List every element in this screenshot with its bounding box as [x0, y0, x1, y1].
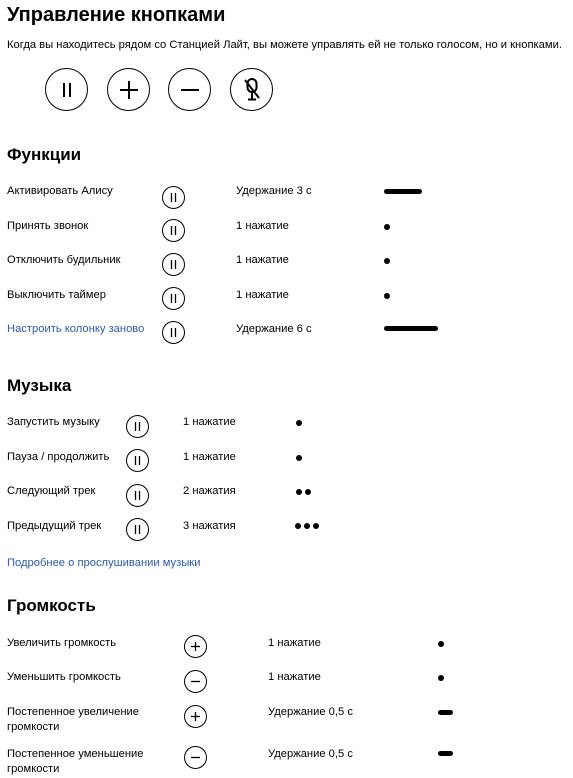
- music-button: [126, 449, 149, 472]
- press-dot: [304, 523, 310, 529]
- press-dot: [384, 293, 390, 299]
- pause-icon: [168, 192, 179, 203]
- pause-icon: [168, 293, 179, 304]
- pause-icon: [132, 524, 143, 535]
- pause-button-illustration: [45, 68, 88, 111]
- press-dot: [384, 258, 390, 264]
- volume-button: [184, 746, 207, 769]
- press-dot: [296, 489, 302, 495]
- pause-icon: [168, 259, 179, 270]
- function-action: 1 нажатие: [236, 220, 289, 232]
- pause-icon: [168, 327, 179, 338]
- function-button: [162, 287, 185, 310]
- press-dot: [384, 224, 390, 230]
- volume-action: Удержание 0,5 с: [268, 706, 353, 718]
- press-dot: [296, 455, 302, 461]
- reset-speaker-link[interactable]: Настроить колонку заново: [7, 323, 145, 335]
- plus-icon: [118, 79, 140, 101]
- function-label: Отключить будильник: [7, 254, 121, 266]
- volume-label: Уменьшить громкость: [7, 671, 121, 683]
- long-press-indicator: [384, 189, 422, 194]
- function-button: [162, 321, 185, 344]
- function-label: Принять звонок: [7, 220, 89, 232]
- music-button: [126, 484, 149, 507]
- function-label: Выключить таймер: [7, 289, 106, 301]
- page-title: Управление кнопками: [7, 4, 226, 26]
- music-button: [126, 518, 149, 541]
- press-dot: [295, 523, 301, 529]
- minus-icon: [190, 676, 201, 687]
- press-dot: [438, 641, 444, 647]
- music-label: Следующий трек: [7, 485, 96, 497]
- intro-text: Когда вы находитесь рядом со Станцией Лайт, вы можете управлять ей не только голосом, но и кнопками.: [7, 39, 562, 51]
- volume-action: 1 нажатие: [268, 671, 321, 683]
- volume-button: [184, 705, 207, 728]
- volume-heading: Громкость: [7, 596, 96, 615]
- plus-button-illustration: [107, 68, 150, 111]
- music-more-link[interactable]: Подробнее о прослушивании музыки: [7, 557, 201, 569]
- volume-action: Удержание 0,5 с: [268, 748, 353, 760]
- function-action: Удержание 6 с: [236, 323, 312, 335]
- minus-icon: [179, 79, 201, 101]
- plus-icon: [190, 641, 201, 652]
- music-label: Запустить музыку: [7, 416, 100, 428]
- function-button: [162, 186, 185, 209]
- hold-indicator: [438, 710, 453, 715]
- press-dot: [313, 523, 319, 529]
- pause-icon: [132, 455, 143, 466]
- functions-heading: Функции: [7, 145, 82, 164]
- function-action: Удержание 3 с: [236, 185, 312, 197]
- volume-label: Увеличить громкость: [7, 637, 117, 649]
- music-action: 1 нажатие: [183, 416, 236, 428]
- plus-icon: [190, 711, 201, 722]
- function-label: Активировать Алису: [7, 185, 113, 197]
- pause-icon: [57, 80, 77, 100]
- music-label: Предыдущий трек: [7, 520, 102, 532]
- function-button: [162, 253, 185, 276]
- volume-label: Постепенное увеличение громкости: [7, 706, 140, 733]
- volume-button: [184, 635, 207, 658]
- press-dot: [296, 420, 302, 426]
- music-heading: Музыка: [7, 376, 72, 395]
- pause-icon: [168, 225, 179, 236]
- music-button: [126, 415, 149, 438]
- press-dot: [438, 675, 444, 681]
- volume-label: Постепенное уменьшение громкости: [7, 748, 144, 775]
- pause-icon: [132, 490, 143, 501]
- music-action: 3 нажатия: [183, 520, 236, 532]
- function-button: [162, 219, 185, 242]
- volume-action: 1 нажатие: [268, 637, 321, 649]
- function-action: 1 нажатие: [236, 289, 289, 301]
- hold-indicator: [438, 751, 453, 756]
- volume-button: [184, 670, 207, 693]
- function-action: 1 нажатие: [236, 254, 289, 266]
- long-press-indicator: [384, 326, 438, 331]
- mic-off-button-illustration: [230, 68, 273, 111]
- music-label: Пауза / продолжить: [7, 451, 110, 463]
- music-action: 1 нажатие: [183, 451, 236, 463]
- pause-icon: [132, 421, 143, 432]
- minus-button-illustration: [168, 68, 211, 111]
- press-dot: [305, 489, 311, 495]
- minus-icon: [190, 752, 201, 763]
- mic-off-icon: [240, 77, 264, 103]
- music-action: 2 нажатия: [183, 485, 236, 497]
